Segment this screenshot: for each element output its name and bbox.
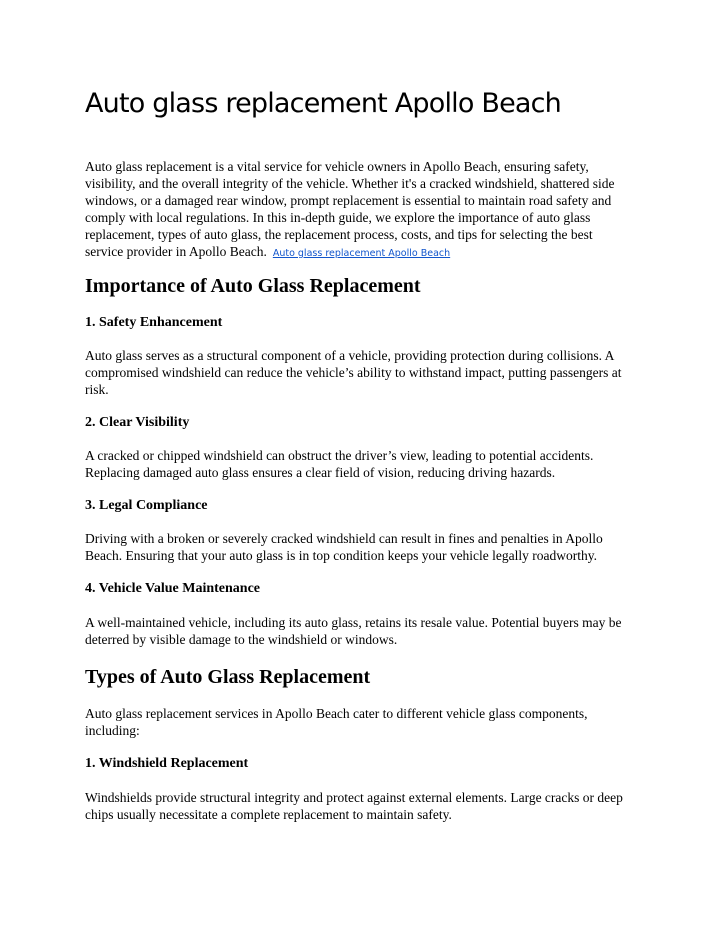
value-heading: 4. Vehicle Value Maintenance <box>85 581 261 596</box>
legal-text: Driving with a broken or severely cracked windshield can result in fines and penalties in Apollo Beach. Ensuring that your auto glass is in top condition keeps your vehicle legally roadworthy. <box>85 531 603 563</box>
types-heading: Types of Auto Glass Replacement <box>85 666 371 688</box>
page-title: Auto glass replacement Apollo Beach <box>85 88 561 119</box>
visibility-text: A cracked or chipped windshield can obstruct the driver’s view, leading to potential accidents. Replacing damaged auto glass ensures a clear field of vision, reducing driving hazards. <box>85 448 594 480</box>
types-intro: Auto glass replacement services in Apollo Beach cater to different vehicle glass components, including: <box>85 706 588 738</box>
importance-heading: Importance of Auto Glass Replacement <box>85 275 421 297</box>
windshield-heading: 1. Windshield Replacement <box>85 756 249 771</box>
safety-heading: 1. Safety Enhancement <box>85 315 223 330</box>
safety-text: Auto glass serves as a structural component of a vehicle, providing protection during collisions. A compromised windshield can reduce the vehicle’s ability to withstand impact, putting passengers at risk. <box>85 348 622 397</box>
intro-text: Auto glass replacement is a vital service for vehicle owners in Apollo Beach, ensuring safety, visibility, and the overall integrity of the vehicle. Whether it's a cracked windshield, shattered side windows, or a damaged rear window, prompt replacement is essential to maintain road safety and comply with local regulations. In this in-depth guide, we explore the importance of auto glass replacement, types of auto glass, the replacement process, costs, and tips for selecting the best service provider in Apollo Beach. <box>85 159 615 259</box>
visibility-heading: 2. Clear Visibility <box>85 415 190 430</box>
value-text: A well-maintained vehicle, including its auto glass, retains its resale value. Potential buyers may be deterred by visible damage to the windshield or windows. <box>85 615 622 647</box>
intro-paragraph <box>85 158 633 262</box>
intro-link[interactable]: Auto glass replacement Apollo Beach <box>272 248 451 259</box>
windshield-text: Windshields provide structural integrity and protect against external elements. Large cracks or deep chips usually necessitate a complete replacement to maintain safety. <box>85 790 623 822</box>
legal-heading: 3. Legal Compliance <box>85 498 208 513</box>
